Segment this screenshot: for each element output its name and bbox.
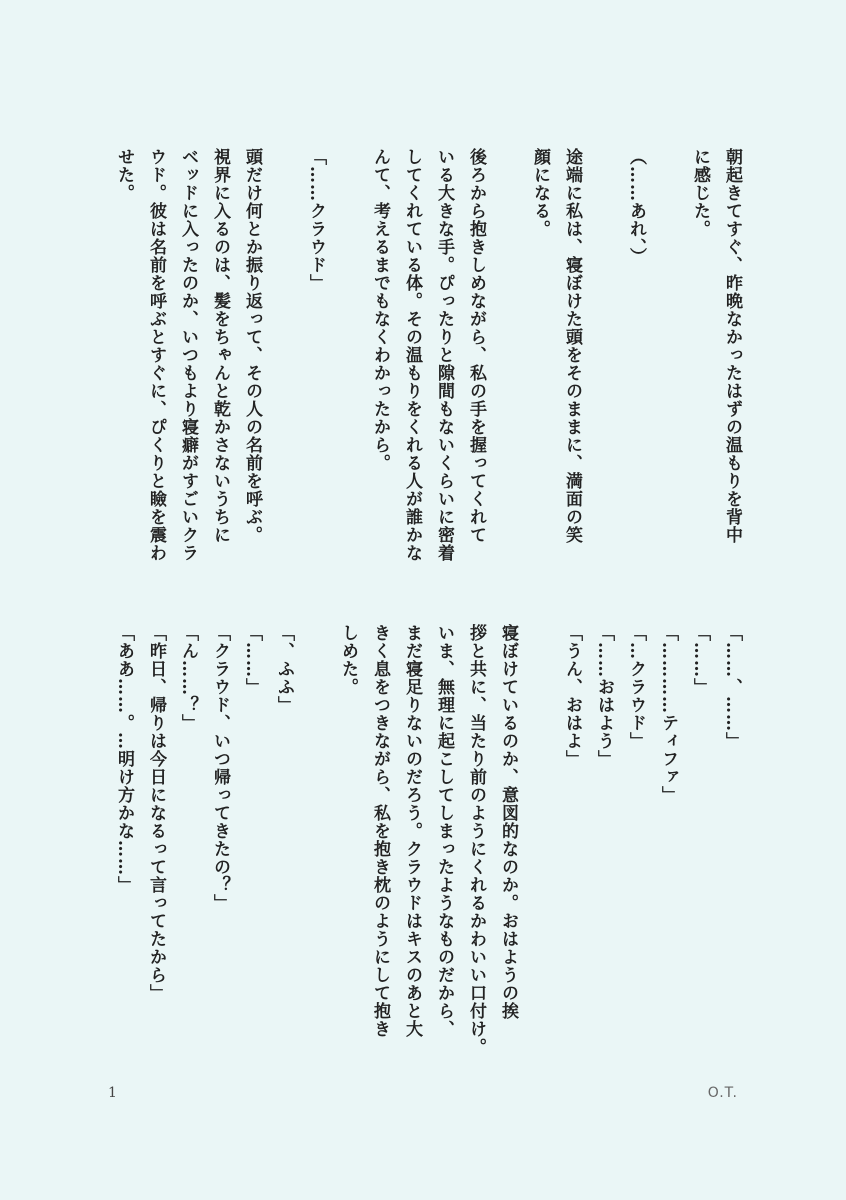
- text-line: ベッドに入ったのか、いつもより寝癖がすごいクラ: [178, 148, 198, 562]
- paragraph-gap: [268, 148, 300, 588]
- text-line: 朝起きてすぐ、昨晩なかったはずの温もりを背中: [722, 148, 742, 544]
- text-line: いま、無理に起こしてしまったようなものだから、: [434, 624, 454, 1038]
- text-line: 後ろから抱きしめながら、私の手を握ってくれて: [466, 148, 486, 544]
- text-line: 頭だけ何とか振り返って、その人の名前を呼ぶ。: [242, 148, 262, 544]
- paragraph-gap: [332, 148, 364, 588]
- text-line: 視界に入るのは、髪をちゃんと乾かさないうちに: [210, 148, 230, 544]
- text-line: しめた。: [338, 624, 358, 696]
- text-line: 「……」: [690, 624, 710, 696]
- lower-text-block: [108, 624, 748, 1064]
- text-line: 顔になる。: [530, 148, 550, 238]
- text-line: んて、考えるまでもなくわかったから。: [370, 148, 390, 472]
- text-line: に感じた。: [690, 148, 710, 238]
- paragraph-gap: [652, 148, 684, 588]
- upper-text-block: [108, 148, 748, 588]
- text-line: 「……」: [242, 624, 262, 696]
- text-line: きく息をつきながら、私を抱き枕のようにして抱き: [370, 624, 390, 1038]
- text-line: まだ寝足りないのだろう。クラウドはキスのあと大: [402, 624, 422, 1038]
- paragraph-gap: [492, 148, 524, 588]
- text-line: 「…クラウド」: [626, 624, 646, 750]
- text-line: 「ああ……。…明け方かな……」: [114, 624, 134, 894]
- text-line: 寝ぼけているのか、意図的なのか。おはようの挨: [498, 624, 518, 1020]
- text-line: ウド。彼は名前を呼ぶとすぐに、ぴくりと瞼を震わ: [146, 148, 166, 562]
- text-line: してくれている体。その温もりをくれる人が誰かな: [402, 148, 422, 562]
- text-line: いる大きな手。ぴったりと隙間もないくらいに密着: [434, 148, 454, 562]
- text-line: 「ん……？」: [178, 624, 198, 732]
- text-line: 「うん、おはよ」: [562, 624, 582, 768]
- text-line: 「……クラウド」: [306, 148, 326, 292]
- text-line: （……あれ、）: [626, 148, 646, 266]
- text-line: 「クラウド、いつ帰ってきたの？」: [210, 624, 230, 912]
- text-line: 「……、……」: [722, 624, 742, 750]
- text-line: せた。: [114, 148, 134, 202]
- text-line: 「…………ティファ」: [658, 624, 678, 804]
- text-line: 「、ふふ」: [274, 624, 294, 714]
- text-line: 途端に私は、寝ぼけた頭をそのままに、満面の笑: [562, 148, 582, 544]
- paragraph-gap: [588, 148, 620, 588]
- paragraph-gap: [524, 624, 556, 1064]
- text-line: 「……おはよう」: [594, 624, 614, 768]
- author-initials: O.T.: [707, 1085, 738, 1101]
- paragraph-gap: [300, 624, 332, 1064]
- page-number: 1: [108, 1085, 117, 1101]
- text-line: 「昨日、帰りは今日になるって言ってたから」: [146, 624, 166, 1002]
- text-line: 拶と共に、当たり前のようにくれるかわいい口付け。: [466, 624, 486, 1056]
